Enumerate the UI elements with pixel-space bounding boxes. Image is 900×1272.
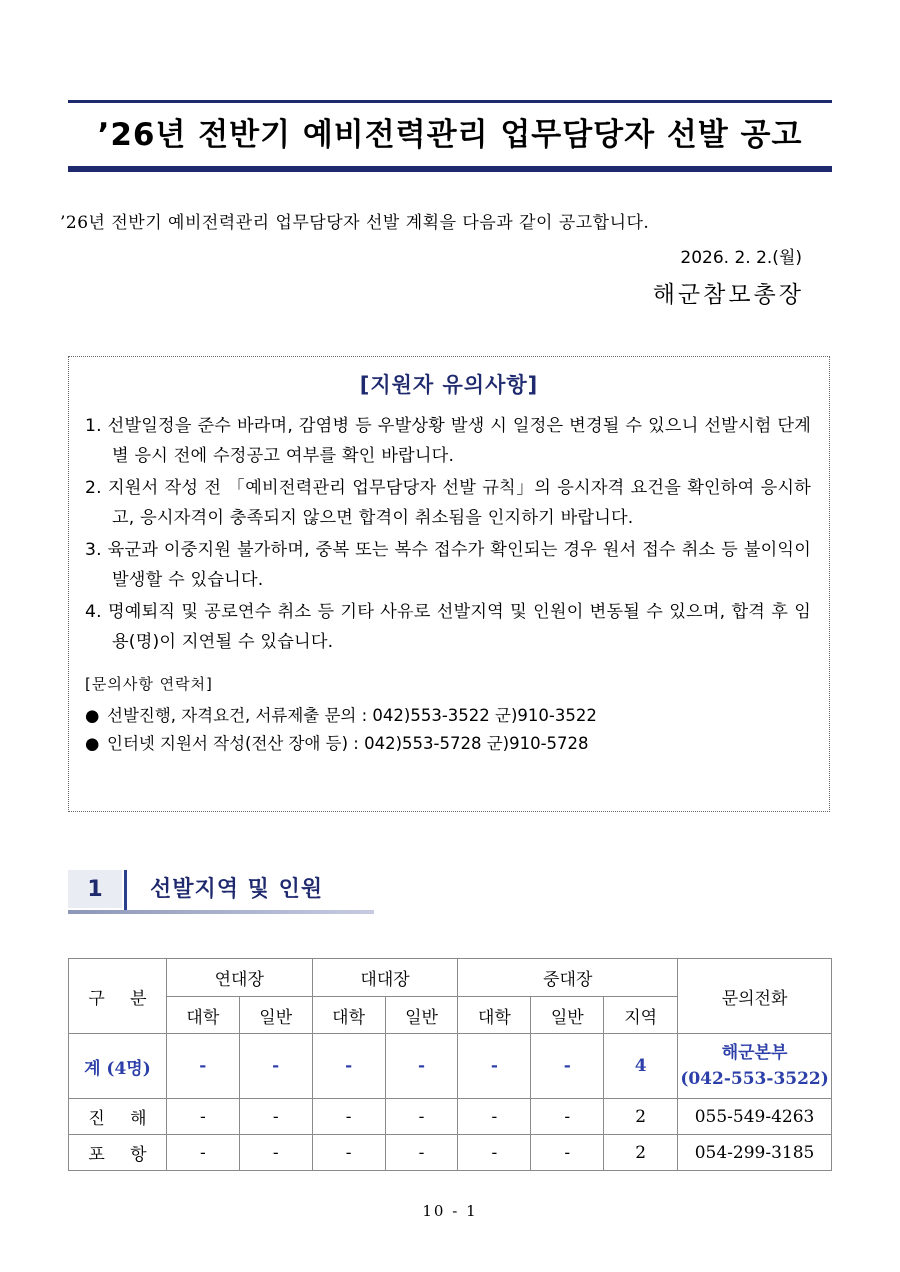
row-label: 포 항 — [69, 1135, 167, 1171]
subheader: 일반 — [531, 997, 604, 1034]
section-heading — [68, 870, 374, 914]
table-cell: - — [531, 1099, 604, 1135]
contact-text: 선발진행, 자격요건, 서류제출 문의 : 042)553-3522 군)910-3522 — [107, 706, 597, 725]
table-cell: - — [312, 1135, 385, 1171]
notice-item: 4. 명예퇴직 및 공로연수 취소 등 기타 사유로 선발지역 및 인원이 변동될 수 있으며, 합격 후 임용(명)이 지연될 수 있습니다. — [85, 602, 811, 652]
selection-table — [68, 958, 832, 1171]
header-phone: 문의전화 — [678, 959, 832, 1034]
table-cell: - — [166, 1034, 239, 1099]
section-number: 1 — [68, 870, 122, 908]
table-cell: 4 — [604, 1034, 678, 1099]
contact-item — [85, 702, 829, 730]
table-cell: - — [166, 1135, 239, 1171]
notice-box — [68, 356, 830, 812]
row-label: 진 해 — [69, 1099, 167, 1135]
table-cell: 2 — [604, 1135, 678, 1171]
table-cell: - — [531, 1034, 604, 1099]
row-phone: 055-549-4263 — [678, 1099, 832, 1135]
phone-office: 해군본부 — [721, 1043, 788, 1063]
table-total-row — [69, 1034, 832, 1099]
subheader: 일반 — [385, 997, 458, 1034]
total-phone — [678, 1034, 832, 1099]
intro-text: ’26년 전반기 예비전력관리 업무담당자 선발 계획을 다음과 같이 공고합니다. — [60, 213, 650, 233]
table-cell: - — [239, 1034, 312, 1099]
table-row — [69, 1135, 832, 1171]
subheader: 대학 — [458, 997, 531, 1034]
header-group: 연대장 — [166, 959, 312, 997]
table-cell: - — [385, 1034, 458, 1099]
page-title: ’26년 전반기 예비전력관리 업무담당자 선발 공고 — [97, 117, 803, 153]
notice-item: 2. 지원서 작성 전 「예비전력관리 업무담당자 선발 규칙」의 응시자격 요건을 확인하여 응시하고, 응시자격이 충족되지 않으면 합격이 취소됨을 인지하기 바랍니다. — [85, 478, 811, 528]
table-cell: - — [312, 1099, 385, 1135]
notice-item: 3. 육군과 이중지원 불가하며, 중복 또는 복수 접수가 확인되는 경우 원서 접수 취소 등 불이익이 발생할 수 있습니다. — [85, 540, 811, 590]
table-cell: - — [385, 1099, 458, 1135]
table-cell: - — [239, 1135, 312, 1171]
subheader: 일반 — [239, 997, 312, 1034]
notice-item: 1. 선발일정을 준수 바라며, 감염병 등 우발상황 발생 시 일정은 변경될 수 있으니 선발시험 단계별 응시 전에 수정공고 여부를 확인 바랍니다. — [85, 416, 811, 466]
table-cell: - — [531, 1135, 604, 1171]
announcement-date: 2026. 2. 2.(월) — [680, 248, 802, 268]
subheader: 대학 — [166, 997, 239, 1034]
phone-number: (042-553-3522) — [680, 1069, 829, 1089]
bullet-icon: ● — [85, 706, 100, 725]
table-row — [69, 1099, 832, 1135]
header-group: 중대장 — [458, 959, 678, 997]
page-number: 10 - 1 — [422, 1202, 478, 1220]
table-cell: 2 — [604, 1099, 678, 1135]
bullet-icon: ● — [85, 734, 100, 753]
table-header-row — [69, 959, 832, 997]
row-phone: 054-299-3185 — [678, 1135, 832, 1171]
subheader: 지역 — [604, 997, 678, 1034]
contact-item — [85, 730, 829, 758]
section-divider — [124, 870, 127, 912]
total-label: 계 (4명) — [69, 1034, 167, 1099]
title-bottom-rule — [68, 166, 832, 172]
header-group: 대대장 — [312, 959, 458, 997]
contact-title: [문의사항 연락처] — [85, 675, 213, 693]
table-cell: - — [458, 1034, 531, 1099]
issuer: 해군참모총장 — [652, 282, 804, 308]
table-cell: - — [458, 1099, 531, 1135]
table-cell: - — [312, 1034, 385, 1099]
section-label: 선발지역 및 인원 — [150, 877, 324, 902]
title-block — [68, 100, 832, 172]
table-cell: - — [239, 1099, 312, 1135]
subheader: 대학 — [312, 997, 385, 1034]
title-top-rule — [68, 100, 832, 103]
contact-list — [69, 702, 829, 758]
header-category: 구 분 — [69, 959, 167, 1034]
notice-title: [지원자 유의사항] — [359, 373, 539, 397]
table-cell: - — [166, 1099, 239, 1135]
notice-list — [69, 411, 829, 657]
section-underline — [68, 910, 374, 914]
table-cell: - — [458, 1135, 531, 1171]
contact-text: 인터넷 지원서 작성(전산 장애 등) : 042)553-5728 군)910-5728 — [107, 734, 589, 753]
table-cell: - — [385, 1135, 458, 1171]
